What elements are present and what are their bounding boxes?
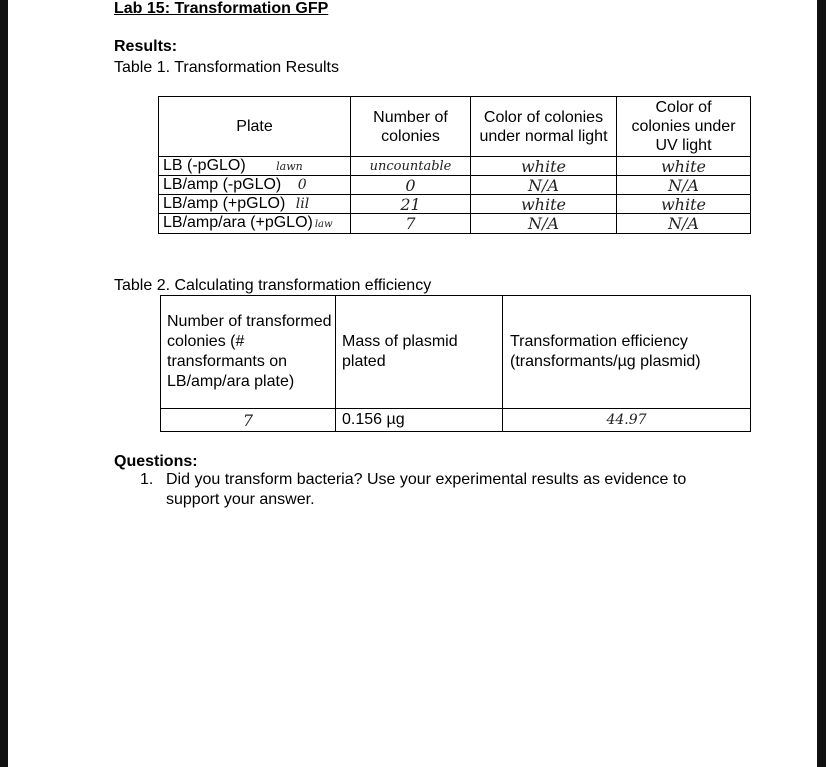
colony-count: 0 [351, 176, 471, 195]
efficiency-value: 44.97 [503, 409, 751, 432]
left-dark-border [0, 0, 8, 767]
handwritten-note: lil [295, 196, 310, 212]
header-normal-light: Color of colonies under normal light [471, 97, 617, 157]
handwritten-note: lawn [276, 160, 303, 173]
results-heading: Results: [114, 38, 178, 55]
plasmid-mass-value: 0.156 µg [336, 409, 503, 432]
plate-name: LB/amp (+pGLO) [163, 195, 286, 212]
question-text: Did you transform bacteria? Use your experimental results as evidence to support your answer. [166, 471, 687, 508]
page-title: Lab 15: Transformation GFP [114, 0, 329, 17]
questions-list [140, 470, 740, 510]
table-row [159, 195, 751, 214]
normal-light-color: N/A [471, 214, 617, 234]
header-plasmid-mass: Mass of plasmid plated [336, 296, 503, 409]
handwritten-note: 0 [297, 177, 307, 193]
plate-name: LB/amp (-pGLO) [163, 176, 282, 193]
header-transformation-efficiency: Transformation efficiency (transformants/µg plasmid) [503, 296, 751, 409]
colony-count: 21 [351, 195, 471, 214]
table-row [159, 176, 751, 195]
header-colonies: Number of colonies [351, 97, 471, 157]
colony-count: 7 [351, 214, 471, 234]
header-transformed-colonies: Number of transformed colonies (# transformants on LB/amp/ara plate) [161, 296, 336, 409]
uv-light-color: N/A [617, 214, 751, 234]
header-plate: Plate [159, 97, 351, 157]
list-item [140, 470, 740, 510]
transformation-results-table [158, 96, 751, 234]
table-row [159, 214, 751, 234]
plate-name: LB (-pGLO) [163, 157, 246, 174]
uv-light-color: white [617, 157, 751, 176]
question-number: 1. [140, 471, 154, 488]
uv-light-color: N/A [617, 176, 751, 195]
handwritten-note: law [314, 219, 333, 230]
normal-light-color: white [471, 195, 617, 214]
uv-light-color: white [617, 195, 751, 214]
normal-light-color: N/A [471, 176, 617, 195]
table2-caption: Table 2. Calculating transformation efficiency [114, 277, 432, 294]
right-dark-border [817, 0, 826, 767]
header-uv-light: Color of colonies under UV light [617, 97, 751, 157]
transformed-colonies-value: 7 [161, 409, 336, 432]
normal-light-color: white [471, 157, 617, 176]
plate-name: LB/amp/ara (+pGLO) [163, 214, 313, 231]
table-row [159, 157, 751, 176]
table1-caption: Table 1. Transformation Results [114, 59, 339, 76]
colony-count: uncountable [351, 157, 471, 176]
questions-heading: Questions: [114, 453, 198, 470]
transformation-efficiency-table [160, 295, 751, 432]
